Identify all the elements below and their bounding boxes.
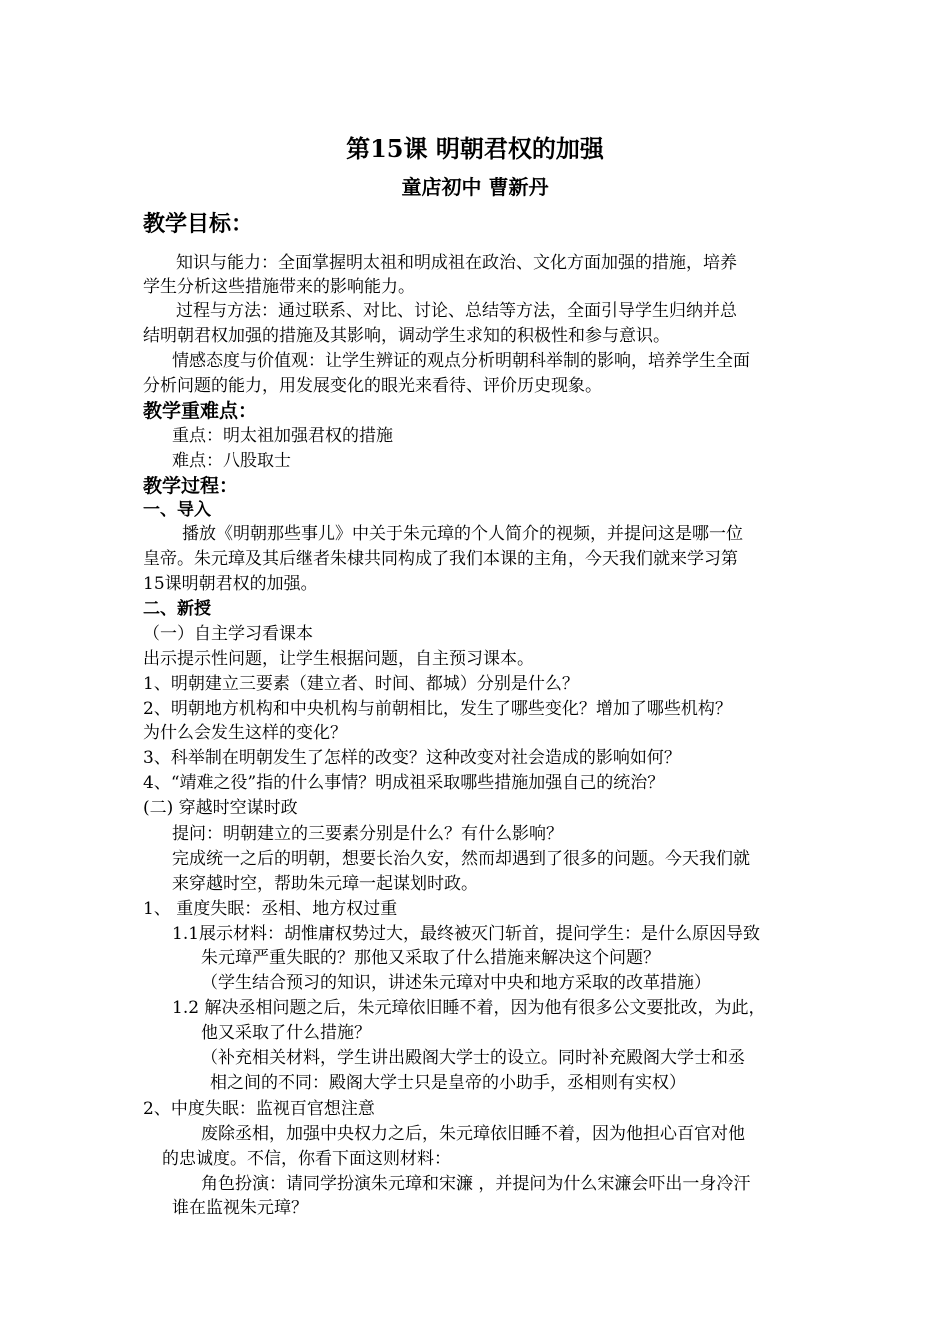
item1-2-line: （补充相关材料，学生讲出殿阁大学士的设立。同时补充殿阁大学士和丞 — [201, 1048, 745, 1068]
goal-emotion-line: 分析问题的能力，用发展变化的眼光来看待、评价历史现象。 — [143, 376, 602, 396]
goal-knowledge-line: 知识与能力：全面掌握明太祖和明成祖在政治、文化方面加强的措施，培养 — [176, 253, 737, 273]
question-line: 4、“靖难之役”指的什么事情？明成祖采取哪些措施加强自己的统治？ — [143, 773, 665, 793]
intro-line: 皇帝。朱元璋及其后继者朱棣共同构成了我们本课的主角，今天我们就来学习第 — [143, 549, 738, 569]
item2-role-line: 谁在监视朱元璋？ — [172, 1198, 308, 1218]
goal-knowledge-line: 学生分析这些措施带来的影响能力。 — [143, 277, 415, 297]
new-heading: 二、新授 — [143, 599, 211, 619]
part1-intro: 出示提示性问题，让学生根据问题，自主预习课本。 — [143, 649, 534, 669]
goals-heading: 教学目标： — [143, 211, 254, 237]
question-line: 为什么会发生这样的变化？ — [143, 723, 347, 743]
keypoints-heading: 教学重难点： — [143, 400, 258, 422]
part2-text-line: 完成统一之后的明朝，想要长治久安，然而却遇到了很多的问题。今天我们就 — [172, 849, 750, 869]
item1-1-line: 朱元璋严重失眠的？那他又采取了什么措施来解决这个问题？ — [201, 948, 660, 968]
author-line: 童店初中 曹新丹 — [401, 175, 549, 199]
part1-title: （一）自主学习看课本 — [143, 624, 313, 644]
intro-line: 播放《明朝那些事儿》中关于朱元璋的个人简介的视频，并提问这是哪一位 — [182, 524, 743, 544]
item1-1-line: （学生结合预习的知识，讲述朱元璋对中央和地方采取的改革措施） — [201, 973, 711, 993]
question-line: 2、明朝地方机构和中央机构与前朝相比，发生了哪些变化？增加了哪些机构？ — [143, 699, 732, 719]
item1-1-line: 1.1展示材料：胡惟庸权势过大，最终被灭门斩首，提问学生：是什么原因导致 — [172, 924, 761, 944]
question-line: 3、科举制在明朝发生了怎样的改变？这种改变对社会造成的影响如何？ — [143, 748, 681, 768]
item2-role-line: 角色扮演：请同学扮演朱元璋和宋濂 ，并提问为什么宋濂会吓出一身冷汗 — [201, 1174, 751, 1194]
item1-2-line: 1.2 解决丞相问题之后，朱元璋依旧睡不着，因为他有很多公文要批改，为此， — [172, 998, 766, 1018]
goal-process-line: 过程与方法：通过联系、对比、讨论、总结等方法，全面引导学生归纳并总 — [176, 301, 737, 321]
item2-text-line: 废除丞相，加强中央权力之后，朱元璋依旧睡不着，因为他担心百官对他 — [201, 1124, 745, 1144]
item1-2-line: 相之间的不同：殿阁大学士只是皇帝的小助手，丞相则有实权） — [210, 1073, 686, 1093]
goal-emotion-line: 情感态度与价值观：让学生辨证的观点分析明朝科举制的影响，培养学生全面 — [172, 351, 750, 371]
item2-text-line: 的忠诚度。不信，你看下面这则材料： — [162, 1149, 451, 1169]
keypoint-difficulty: 难点：八股取士 — [172, 451, 291, 471]
item2-title: 2、中度失眠：监视百官想注意 — [143, 1099, 375, 1119]
part2-text-line: 来穿越时空，帮助朱元璋一起谋划时政。 — [172, 874, 478, 894]
page-title: 第15课 明朝君权的加强 — [346, 134, 604, 163]
question-line: 1、明朝建立三要素（建立者、时间、都城）分别是什么？ — [143, 674, 579, 694]
goal-process-line: 结明朝君权加强的措施及其影响，调动学生求知的积极性和参与意识。 — [143, 326, 670, 346]
part2-question: 提问：明朝建立的三要素分别是什么？有什么影响？ — [172, 824, 563, 844]
intro-line: 15课明朝君权的加强。 — [143, 574, 318, 594]
intro-heading: 一、导入 — [143, 500, 211, 520]
process-heading: 教学过程： — [143, 475, 239, 497]
part2-title: (二) 穿越时空谋时政 — [143, 798, 298, 818]
item1-title: 1、 重度失眠：丞相、地方权过重 — [143, 899, 398, 919]
keypoint-focus: 重点：明太祖加强君权的措施 — [172, 426, 393, 446]
item1-2-line: 他又采取了什么措施？ — [201, 1023, 371, 1043]
